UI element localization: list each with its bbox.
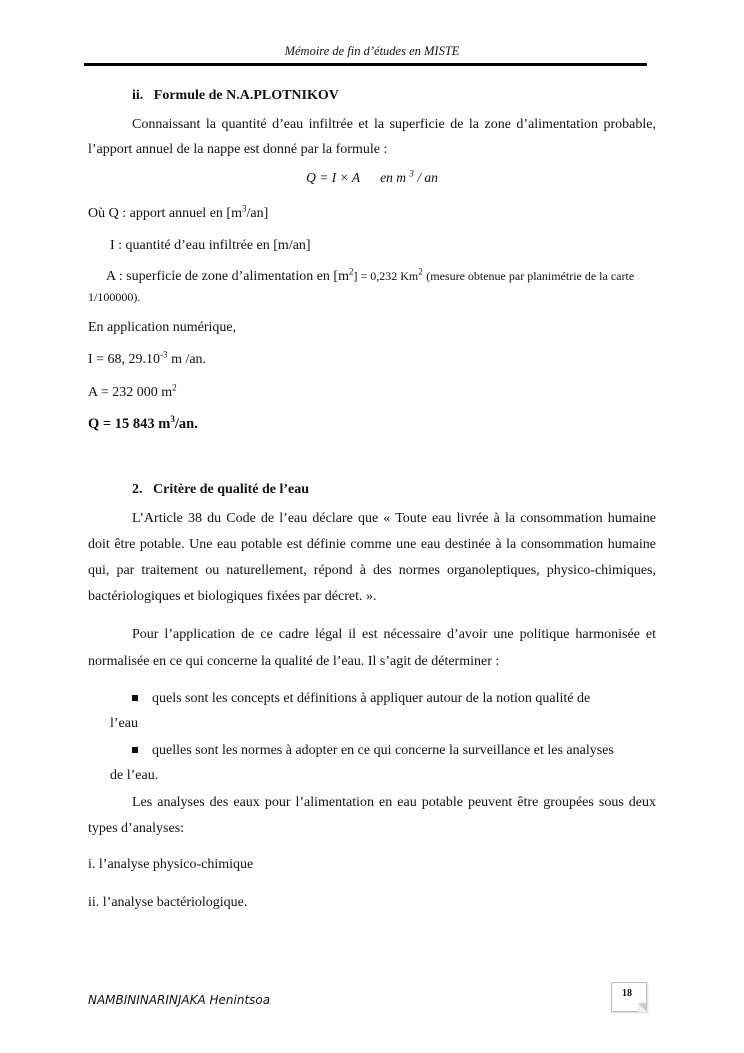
- page-number: 18: [622, 988, 632, 999]
- i-value: I = 68, $29.10^{-3}$ m /an.: [88, 349, 207, 367]
- def-a: A : superficie de zone d’alimentation en $[m^2] = 0,232$ Km$^2$ (mesure obtenue par planimétrie de la carte 1/100000).: [88, 266, 635, 304]
- section-ii-heading: [132, 88, 339, 104]
- analyses-paragraph: Les analyses des eaux pour l’alimentation en eau potable peuvent être groupées sous deux types d’analyses:: [88, 795, 656, 836]
- article-38-paragraph: L’Article 38 du Code de l’eau déclare que « Toute eau livrée à la consommation humaine doit être potable. Une eau potable est définie comme une eau destinée à la consommation humaine qui, par traitement ou naturellement, répond à des normes organoleptiques, physico-chimiques, bactériologiques et biologiques fixées par décret. ».: [88, 511, 656, 604]
- a-value: A = 232 000 $m^2$: [88, 382, 177, 400]
- formula-unit: en m $^3$ / an: [380, 168, 438, 185]
- def-q: Où Q : apport annuel en $[m^3/an]$: [88, 203, 269, 221]
- analysis-type-2: ii. l’analyse bactériologique.: [88, 895, 248, 910]
- section-ii-title: Formule de N.A.PLOTNIKOV: [153, 88, 339, 103]
- legal-framework-paragraph: Pour l’application de ce cadre légal il est nécessaire d’avoir une politique harmonisée et normalisée en ce qui concerne la qualité de l’eau. Il s’agit de déterminer :: [88, 627, 656, 669]
- formula-intro: Connaissant la quantité d’eau infiltrée et la superficie de la zone d’alimentation probable, l’apport annuel de la nappe est donné par la formule :: [88, 117, 656, 157]
- page-number-box: [611, 982, 647, 1012]
- q-result: Q = 15 843 $m^3/an$.: [88, 414, 198, 432]
- def-i: I : quantité d’eau infiltrée en [m/an]: [110, 238, 311, 253]
- page-fold-icon: [638, 1003, 647, 1012]
- formula-lhs: Q = I × A: [306, 170, 361, 185]
- analysis-type-1: i. l’analyse physico-chimique: [88, 857, 254, 872]
- section-2-number: 2.: [132, 482, 143, 497]
- list-item: quels sont les concepts et définitions à appliquer autour de la notion qualité de l’eau: [110, 691, 591, 731]
- section-2-title: Critère de qualité de l’eau: [153, 482, 310, 497]
- application-label: En application numérique,: [88, 320, 237, 335]
- bullet-icon: [132, 695, 138, 701]
- bullet-icon: [132, 747, 138, 753]
- section-ii-number: ii.: [132, 88, 144, 103]
- formula: [0, 170, 744, 186]
- footer-author: NAMBININARINJAKA Henintsoa: [88, 993, 271, 1007]
- running-header: Mémoire de fin d’études en MISTE: [284, 44, 460, 58]
- list-item: quelles sont les normes à adopter en ce qui concerne la surveillance et les analyses de l’eau.: [110, 743, 614, 783]
- header-rule: [84, 63, 647, 66]
- section-2-heading: [132, 482, 309, 498]
